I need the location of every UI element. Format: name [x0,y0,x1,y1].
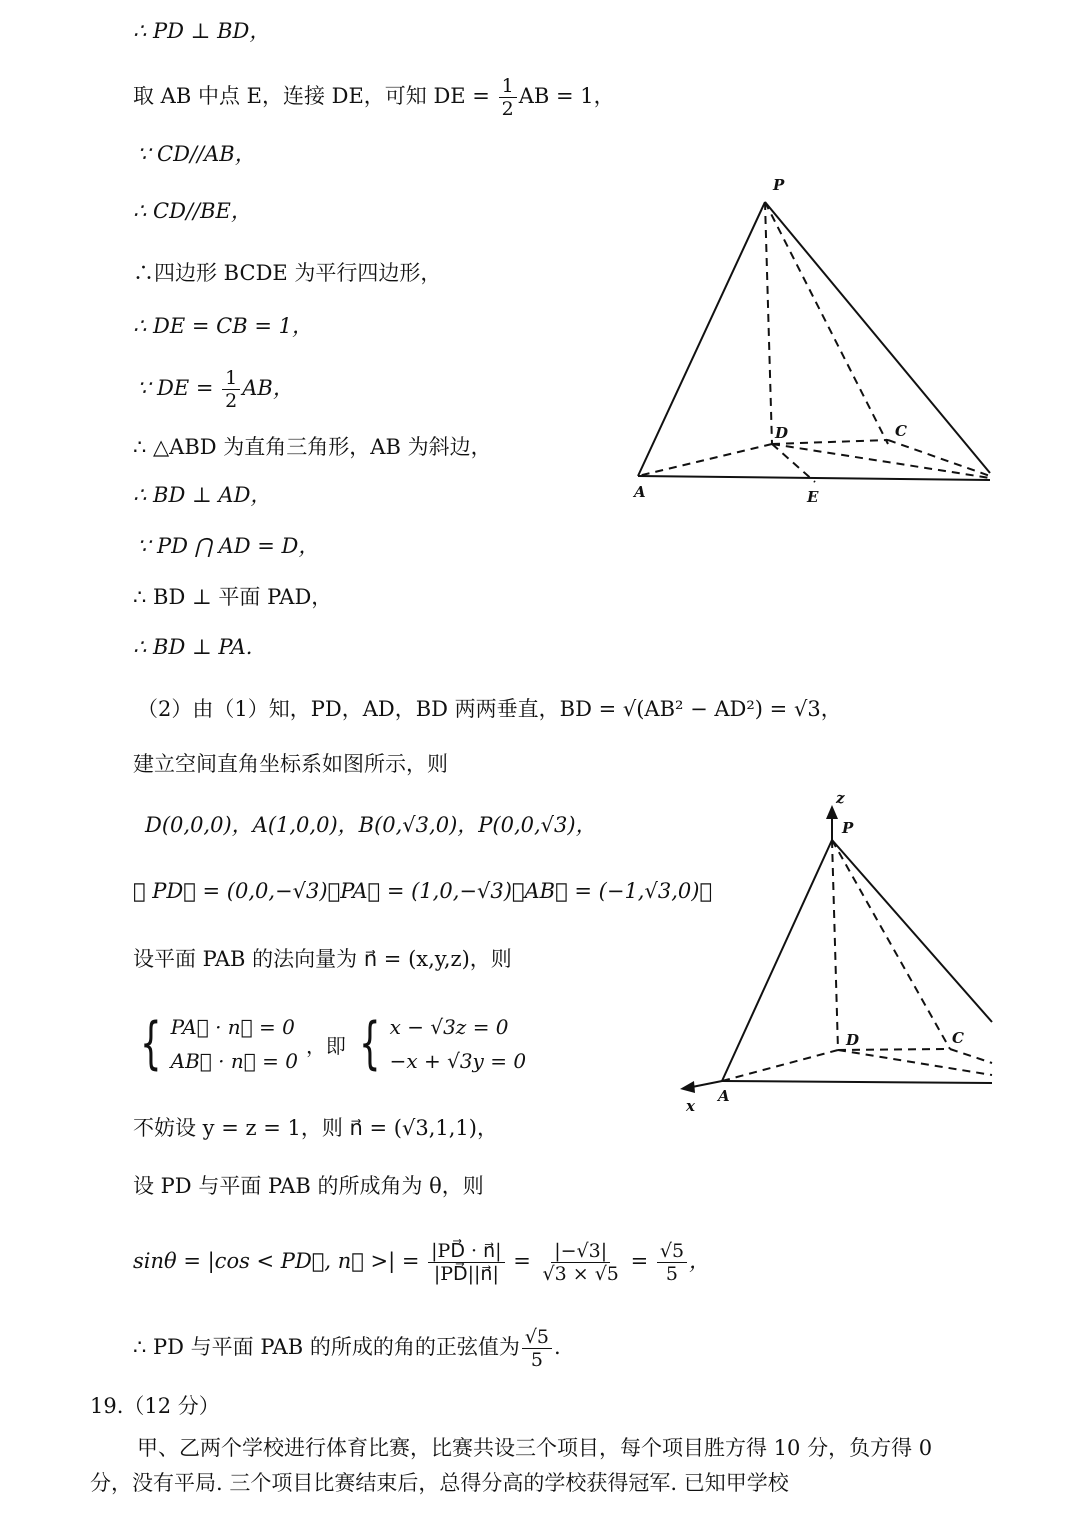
text: = [623,1249,655,1273]
pyramid-figure-1 [620,170,1010,515]
label-c: C [952,1029,964,1047]
edge-pc [765,202,888,444]
label-x: x [686,1097,695,1115]
line-sin-theta [133,1233,710,1289]
fraction-values [540,1240,622,1285]
edge-da [638,444,772,476]
axis-x-arrow [680,1081,695,1093]
text: sinθ = |cos < PD⃗, n⃗ >| = [133,1249,427,1273]
system-connector: ，即 [305,1033,346,1058]
fraction-half [499,75,517,120]
line-cd-parallel-be: ∴ CD//BE， [133,199,252,223]
label-p: P [773,176,785,194]
edge-pd [765,202,772,444]
den: 5 [665,1263,678,1285]
text: ∵ DE = [137,376,221,400]
question-text-2: 分，没有平局. 三个项目比赛结束后，总得分高的学校获得冠军. 已知甲学校 [90,1471,789,1495]
edge-pa [638,202,765,476]
line-coordinates: D(0,0,0)，A(1,0,0)，B(0,√3,0)，P(0,0,√3)， [145,813,597,837]
edge-de [772,444,815,482]
den: 2 [501,98,514,120]
line-bd-perp-plane: ∴ BD ⊥ 平面 PAD， [133,585,333,609]
eq: AB⃗ · n⃗ = 0 [170,1049,298,1073]
num: 1 [222,367,240,390]
label-z: z [836,789,845,807]
left-brace: { [140,1011,162,1076]
fraction-dot-over-norms [428,1240,504,1285]
den: 5 [530,1349,543,1371]
line-pd-cap-ad: ∵ PD ⋂ AD = D， [137,534,320,558]
left-brace: { [359,1011,381,1076]
fraction-half [222,367,240,412]
line-right-triangle: ∴ △ABD 为直角三角形，AB 为斜边， [133,435,492,459]
den: 2 [225,390,238,412]
edge-pc [832,840,950,1049]
eq: PA⃗ · n⃗ = 0 [170,1015,295,1039]
edge-dc [838,1049,950,1050]
num: √5 [522,1326,552,1349]
line-set-yz: 不妨设 y = z = 1，则 n⃗ = (√3,1,1)， [133,1116,498,1140]
system-1 [171,1010,298,1078]
pyramid-figure-2 [670,785,1000,1120]
label-e: E [807,488,819,506]
label-d: D [846,1031,860,1049]
label-a: A [718,1087,730,1105]
line-conclusion [133,1322,561,1372]
label-c: C [895,422,907,440]
axis-z-arrow [826,805,838,819]
line-angle-theta: 设 PD 与平面 PAB 的所成角为 θ，则 [133,1174,484,1198]
text: ∴ PD 与平面 PAB 的所成的角的正弦值为 [133,1335,520,1359]
line-de-half-ab [137,367,294,412]
text: AB = 1， [518,84,615,108]
system-2 [390,1010,526,1078]
line-vectors: ∴ PD⃗ = (0,0,−√3)，PA⃗ = (1,0,−√3)，AB⃗ = (−1,√3,0)， [133,879,713,903]
edge-ab [722,1081,992,1083]
question-text-1: 甲、乙两个学校进行体育比赛，比赛共设三个项目，每个项目胜方得 10 分，负方得 0 [137,1436,933,1460]
label-p: P [842,819,854,837]
fraction-result [657,1240,687,1285]
num: |PD⃗ · n⃗| [428,1240,504,1263]
text: AB， [242,376,294,400]
label-a: A [634,483,646,501]
edge-ab [638,476,990,480]
line-bd-perp-pa: ∴ BD ⊥ PA. [133,635,253,659]
text: ， [689,1249,711,1273]
text: 取 AB 中点 E，连接 DE，可知 DE = [133,84,497,108]
eq: x − √3z = 0 [389,1015,509,1039]
question-number: 19.（12 分） [90,1394,220,1418]
line-midpoint-e [133,75,615,120]
text: = [506,1249,538,1273]
num: 1 [499,75,517,98]
eq: −x + √3y = 0 [389,1049,527,1073]
line-normal-vector: 设平面 PAB 的法向量为 n⃗ = (x,y,z)，则 [133,947,512,971]
line-part2-intro: （2）由（1）知，PD，AD，BD 两两垂直，BD = √(AB² − AD²) = √3， [137,697,842,721]
edge-pb [765,202,990,473]
edge-dc [772,440,888,444]
line-cd-parallel-ab: ∵ CD//AB， [137,142,256,166]
den: |PD⃗||n⃗| [433,1263,499,1285]
equation-system [133,1010,526,1078]
fraction-sqrt5-over-5 [522,1326,552,1371]
line-de-cb: ∴ DE = CB = 1， [133,314,313,338]
label-d: D [775,424,789,442]
num: √5 [657,1240,687,1263]
line-coord-system: 建立空间直角坐标系如图所示，则 [133,752,448,776]
edge-pb [832,840,992,1022]
edge-pd [832,840,838,1050]
den: √3 × √5 [542,1263,619,1285]
line-bd-perp-ad: ∴ BD ⊥ AD， [133,483,272,507]
edge-cb [950,1049,992,1063]
edge-pa [722,840,832,1081]
edge-db [838,1050,992,1075]
num: |−√3| [551,1240,610,1263]
edge-da [722,1050,838,1081]
line-pd-perp-bd: ∴ PD ⊥ BD， [133,19,271,43]
text: . [554,1335,561,1359]
line-parallelogram: ∴四边形 BCDE 为平行四边形， [133,261,442,285]
